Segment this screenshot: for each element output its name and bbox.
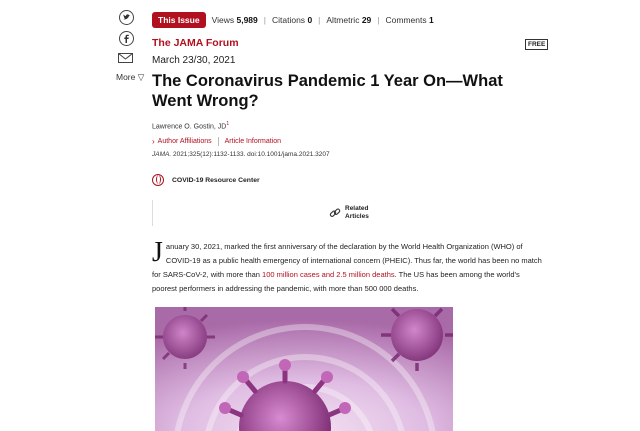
- related-label-line1: Related: [345, 205, 369, 212]
- this-issue-badge[interactable]: This Issue: [152, 12, 206, 28]
- link-icon: [329, 207, 341, 219]
- twitter-icon[interactable]: [119, 10, 134, 25]
- metrics-divider: |: [377, 15, 380, 25]
- altmetric-value: 29: [361, 15, 372, 25]
- metrics-divider: |: [318, 15, 321, 25]
- views-label: Views: [211, 15, 235, 25]
- citations-label: Citations: [271, 15, 306, 25]
- article-metrics-bar: [152, 12, 434, 28]
- comments-label: Comments: [385, 15, 427, 25]
- author-line: [152, 121, 229, 130]
- journal-name: JAMA.: [152, 151, 172, 158]
- article-body-paragraph: [152, 237, 542, 296]
- chevron-right-icon: ›: [152, 137, 155, 146]
- citation-details: 2021;325(12):1132-1133. doi:10.1001/jama.2021.3207: [171, 151, 330, 158]
- altmetric-metric[interactable]: [326, 15, 371, 25]
- cases-deaths-link[interactable]: 100 million cases and 2.5 million deaths: [262, 270, 395, 279]
- author-name[interactable]: Lawrence O. Gostin, JD: [152, 123, 227, 131]
- altmetric-label: Altmetric: [326, 15, 360, 25]
- email-icon[interactable]: [118, 53, 133, 63]
- free-badge: FREE: [525, 39, 548, 50]
- section-label[interactable]: The JAMA Forum: [152, 37, 239, 49]
- citations-value: 0: [307, 15, 313, 25]
- citations-metric[interactable]: [272, 15, 312, 25]
- views-value: 5,989: [236, 15, 258, 25]
- link-divider: [218, 137, 219, 146]
- drop-cap: J: [152, 237, 163, 268]
- citation: [152, 151, 330, 158]
- related-articles-button[interactable]: [329, 205, 369, 221]
- article-title: The Coronavirus Pandemic 1 Year On—What Went Wrong?: [152, 72, 503, 110]
- metrics-divider: |: [263, 15, 266, 25]
- section-divider: [152, 200, 153, 226]
- coronavirus-illustration: [155, 307, 453, 431]
- more-share-button[interactable]: [116, 72, 144, 83]
- chevron-down-icon: ▽: [137, 72, 145, 82]
- paragraph-text-2: . The US has been among the world's poorest performers in addressing the pandemic, with more than 500 000 deaths.: [152, 270, 520, 293]
- comments-metric[interactable]: [386, 15, 434, 25]
- resource-center-label: COVID-19 Resource Center: [172, 176, 260, 184]
- globe-icon: [152, 174, 164, 186]
- covid-resource-center-link[interactable]: [152, 174, 260, 186]
- publication-date: March 23/30, 2021: [152, 55, 236, 66]
- more-label: More: [116, 72, 136, 82]
- views-metric[interactable]: [212, 15, 258, 25]
- author-affiliation-mark: 1: [226, 121, 230, 127]
- related-label-line2: Articles: [345, 213, 369, 220]
- article-info-links: [152, 137, 281, 146]
- paragraph-text-1: anuary 30, 2021, marked the first anniversary of the declaration by the World Health Organization (WHO) of COVID-19 as a public health emergency of international concern (PHEIC). Thus far, the world has been no match for SARS-CoV-2, with more than: [152, 242, 542, 279]
- article-information-link[interactable]: Article Information: [224, 138, 282, 145]
- author-affiliations-link[interactable]: Author Affiliations: [157, 138, 212, 145]
- facebook-icon[interactable]: [119, 31, 134, 46]
- comments-value: 1: [428, 15, 434, 25]
